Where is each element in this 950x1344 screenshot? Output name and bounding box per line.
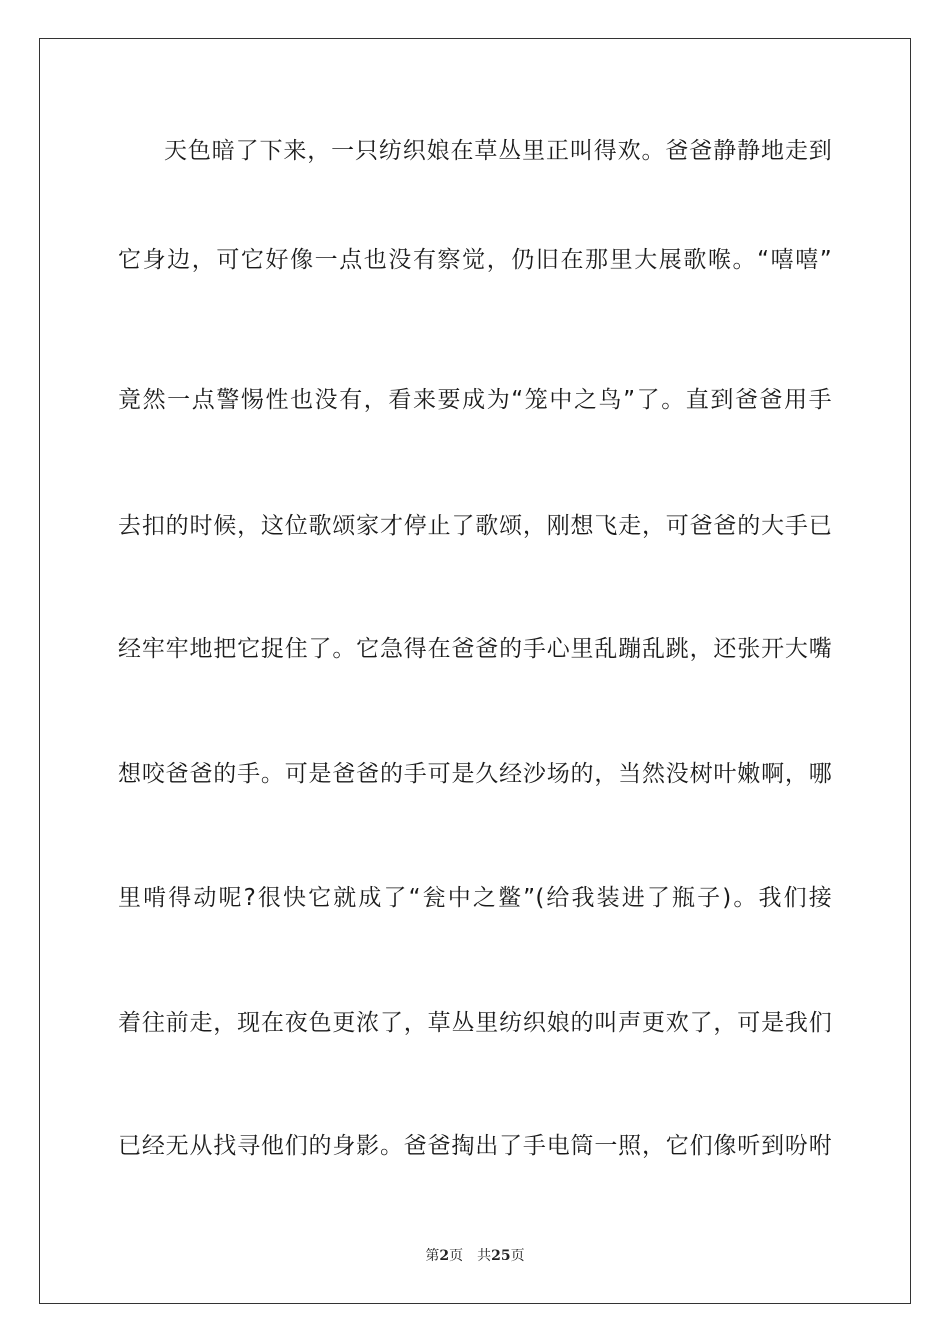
paragraph-line-9: 已经无从找寻他们的身影。爸爸掏出了手电筒一照，它们像听到吩咐 <box>118 1133 832 1159</box>
page-number: 2 <box>439 1248 450 1264</box>
paragraph-line-3: 竟然一点警惕性也没有，看来要成为“笼中之鸟”了。直到爸爸用手 <box>118 387 832 413</box>
page-footer <box>0 1246 950 1266</box>
paragraph-line-8: 着往前走，现在夜色更浓了，草丛里纺织娘的叫声更欢了，可是我们 <box>118 1010 832 1036</box>
page-number-suffix: 页 <box>449 1248 464 1264</box>
paragraph-line-4: 去扣的时候，这位歌颂家才停止了歌颂，刚想飞走，可爸爸的大手已 <box>118 513 832 539</box>
paragraph-line-6: 想咬爸爸的手。可是爸爸的手可是久经沙场的，当然没树叶嫩啊，哪 <box>118 761 832 787</box>
paragraph-line-7: 里啃得动呢?很快它就成了“瓮中之鳖”(给我装进了瓶子)。我们接 <box>118 885 832 911</box>
total-pages-prefix: 共 <box>477 1248 492 1264</box>
paragraph-line-5: 经牢牢地把它捉住了。它急得在爸爸的手心里乱蹦乱跳，还张开大嘴 <box>118 636 832 662</box>
page-number-prefix: 第 <box>425 1248 440 1264</box>
total-pages-suffix: 页 <box>510 1248 525 1264</box>
page-border <box>39 38 911 1304</box>
paragraph-line-2: 它身边，可它好像一点也没有察觉，仍旧在那里大展歌喉。“嘻嘻” <box>118 247 832 273</box>
paragraph-line-1: 天色暗了下来，一只纺织娘在草丛里正叫得欢。爸爸静静地走到 <box>164 138 832 164</box>
total-pages: 25 <box>491 1248 511 1264</box>
